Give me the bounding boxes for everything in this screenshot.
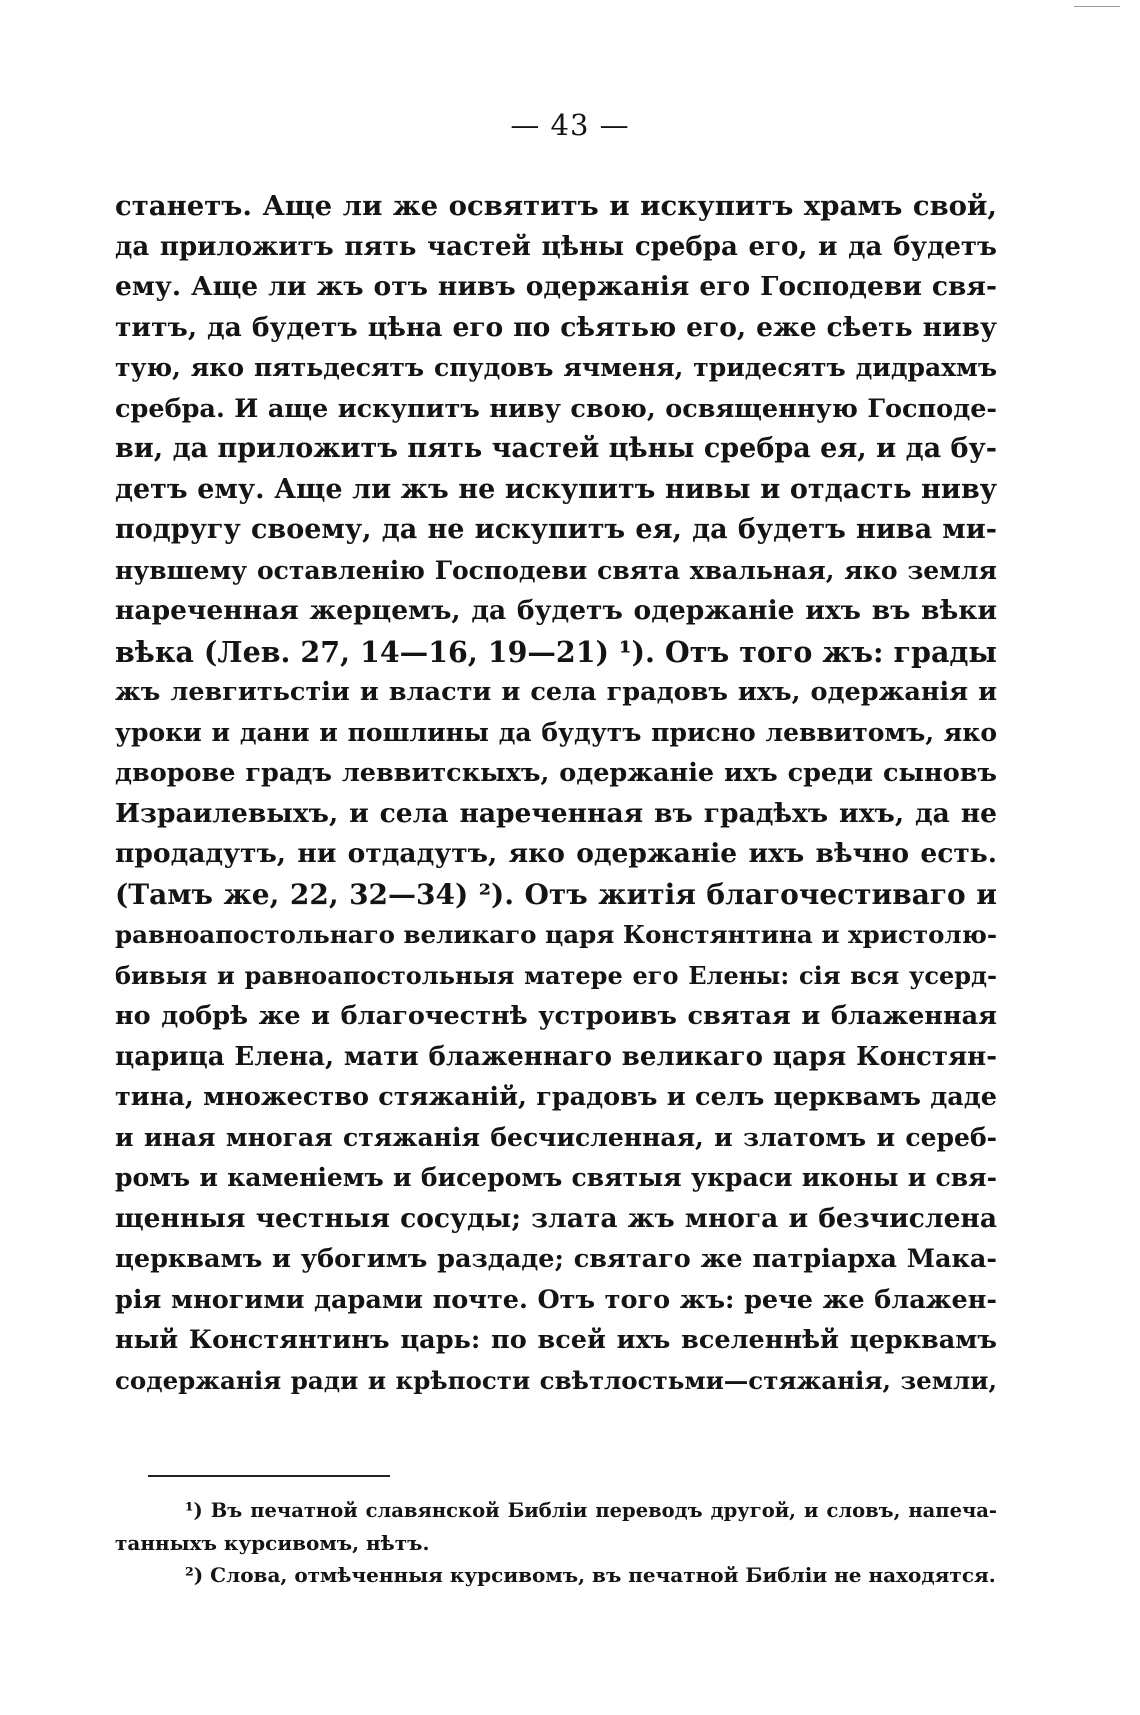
text-line: нареченная жерцемъ, да будетъ одержаніе ихъ въ вѣки [115, 595, 997, 626]
text-line: ему. Аще ли жъ отъ нивъ одержанія его Господеви свя- [115, 271, 997, 302]
text-line: станетъ. Аще ли же освятитъ и искупитъ храмъ свой, [115, 190, 997, 222]
text-line: и иная многая стяжанія бесчисленная, и златомъ и сереб- [115, 1122, 997, 1152]
footnote-1-line-2: танныхъ курсивомъ, нѣтъ. [115, 1531, 430, 1555]
text-line: содержанія ради и крѣпости свѣтлостьми—стяжанія, земли, [115, 1365, 997, 1395]
text-line: нувшему оставленію Господеви свята хвальная, яко земля [115, 555, 997, 585]
text-line: тина, множество стяжаній, градовъ и селъ церквамъ даде [115, 1082, 997, 1112]
text-line: рія многими дарами почте. Отъ того жъ: рече же блажен- [115, 1284, 997, 1315]
footnotes [115, 1495, 997, 1591]
body-text [115, 186, 997, 1401]
text-line: равноапостольнаго великаго царя Констянтина и христолю- [115, 920, 997, 949]
text-line: (Тамъ же, 22, 32—34) ²). Отъ житія благочестиваго и [115, 877, 997, 911]
text-line: ви, да приложитъ пять частей цѣны сребра ея, и да бу- [115, 433, 997, 464]
text-line: бивыя и равноапостольныя матере его Елены: сія вся усерд- [115, 960, 997, 990]
text-line: детъ ему. Аще ли жъ не искупитъ нивы и отдасть ниву [115, 473, 997, 505]
text-line: да приложитъ пять частей цѣны сребра его, и да будетъ [115, 231, 997, 262]
text-line: ромъ и каменіемъ и бисеромъ святыя украси иконы и свя- [115, 1163, 997, 1192]
footnote-divider [148, 1475, 390, 1477]
page-number: — 43 — [510, 108, 630, 142]
footnote-2: ²) Слова, отмѣченныя курсивомъ, въ печатной Библіи не находятся. [185, 1563, 996, 1587]
text-line: Израилевыхъ, и села нареченная въ градѣхъ ихъ, да не [115, 797, 997, 829]
text-line: ный Констянтинъ царь: по всей ихъ вселеннѣй церквамъ [115, 1325, 997, 1355]
text-line: титъ, да будетъ цѣна его по сѣятью его, еже сѣеть ниву [115, 311, 997, 343]
corner-mark [1074, 6, 1120, 7]
text-line: но добрѣ же и благочестнѣ устроивъ святая и блаженная [115, 1001, 997, 1031]
text-line: щенныя честныя сосуды; злата жъ многа и безчислена [115, 1202, 997, 1234]
text-line: жъ левгитьстіи и власти и села градовъ ихъ, одержанія и [115, 677, 997, 707]
text-line: уроки и дани и пошлины да будутъ присно леввитомъ, яко [115, 717, 997, 747]
footnote-1-line-1: ¹) Въ печатной славянской Библіи переводъ другой, и словъ, напеча- [185, 1499, 997, 1522]
text-line: сребра. И аще искупитъ ниву свою, освященную Господе- [115, 393, 997, 424]
text-line: продадутъ, ни отдадутъ, яко одержаніе ихъ вѣчно есть. [115, 838, 997, 869]
text-line: дворове градъ леввитскыхъ, одержаніе ихъ среди сыновъ [115, 758, 997, 788]
text-line: подругу своему, да не искупитъ ея, да будетъ нива ми- [115, 514, 997, 545]
text-line: вѣка (Лев. 27, 14—16, 19—21) ¹). Отъ того жъ: грады [115, 634, 997, 669]
text-line: царица Елена, мати блаженнаго великаго царя Констян- [115, 1041, 997, 1072]
text-line: тую, яко пятьдесятъ спудовъ ячменя, тридесятъ дидрахмъ [115, 353, 997, 382]
text-line: церквамъ и убогимъ раздаде; святаго же патріарха Мака- [115, 1244, 997, 1274]
